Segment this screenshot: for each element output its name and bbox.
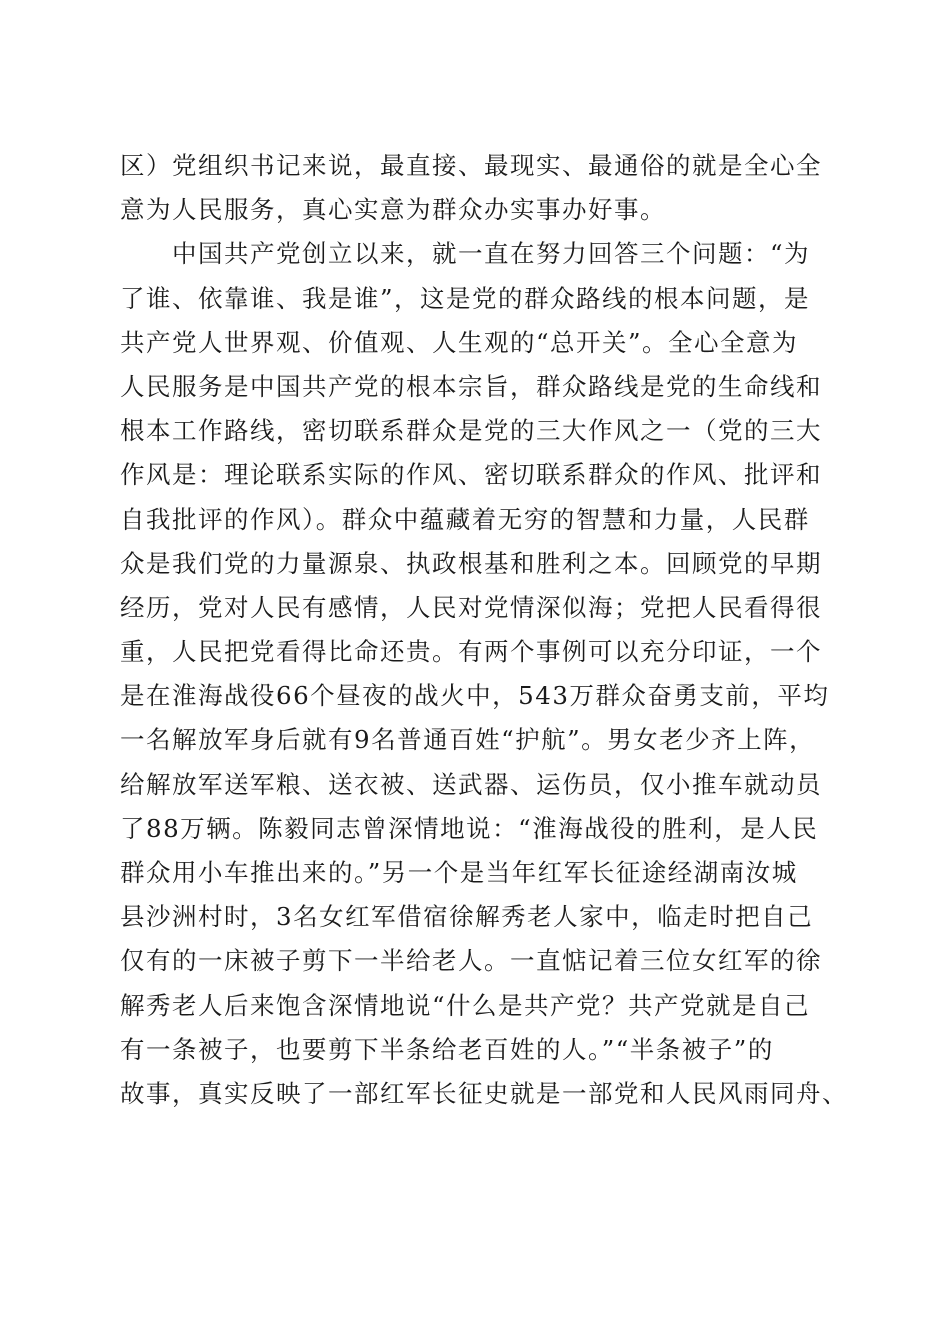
text-line: 人民服务是中国共产党的根本宗旨，群众路线是党的生命线和 [120,371,822,401]
text-line: 解秀老人后来饱含深情地说“什么是共产党？共产党就是自己 [120,990,811,1020]
text-line: 有一条被子，也要剪下半条给老百姓的人。”“半条被子”的 [120,1034,774,1064]
text-line: 中国共产党创立以来，就一直在努力回答三个问题：“为 [120,239,811,269]
text-line: 一名解放军身后就有9名普通百姓“护航”。男女老少齐上阵， [120,725,816,755]
body-text [120,144,848,1116]
text-line: 根本工作路线，密切联系群众是党的三大作风之一（党的三大 [120,416,822,446]
text-line: 意为人民服务，真心实意为群众办实事办好事。 [120,195,666,225]
text-line: 群众用小车推出来的。”另一个是当年红军长征途经湖南汝城 [120,858,798,887]
text-line: 作风是：理论联系实际的作风、密切联系群众的作风、批评和 [120,460,822,490]
text-line: 仅有的一床被子剪下一半给老人。一直惦记着三位女红军的徐 [120,946,822,976]
text-line: 县沙洲村时，3名女红军借宿徐解秀老人家中，临走时把自己 [120,902,814,932]
text-line: 重，人民把党看得比命还贵。有两个事例可以充分印证，一个 [120,637,822,667]
text-line: 区）党组织书记来说，最直接、最现实、最通俗的就是全心全 [120,151,822,180]
text-line: 众是我们党的力量源泉、执政根基和胜利之本。回顾党的早期 [120,548,822,578]
text-line: 共产党人世界观、价值观、人生观的“总开关”。全心全意为 [120,327,799,357]
text-line: 了谁、依靠谁、我是谁”，这是党的群众路线的根本问题，是 [120,283,811,313]
text-line: 经历，党对人民有感情，人民对党情深似海；党把人民看得很 [120,592,822,622]
text-line: 是在淮海战役66个昼夜的战火中，543万群众奋勇支前，平均 [120,681,830,711]
text-line: 自我批评的作风）。群众中蕴藏着无穷的智慧和力量，人民群 [120,504,810,534]
text-line: 给解放军送军粮、送衣被、送武器、运伤员，仅小推车就动员 [120,769,822,799]
text-line: 了88万辆。陈毅同志曾深情地说：“淮海战役的胜利，是人民 [120,813,819,843]
text-line: 故事，真实反映了一部红军长征史就是一部党和人民风雨同舟、 [120,1078,848,1108]
